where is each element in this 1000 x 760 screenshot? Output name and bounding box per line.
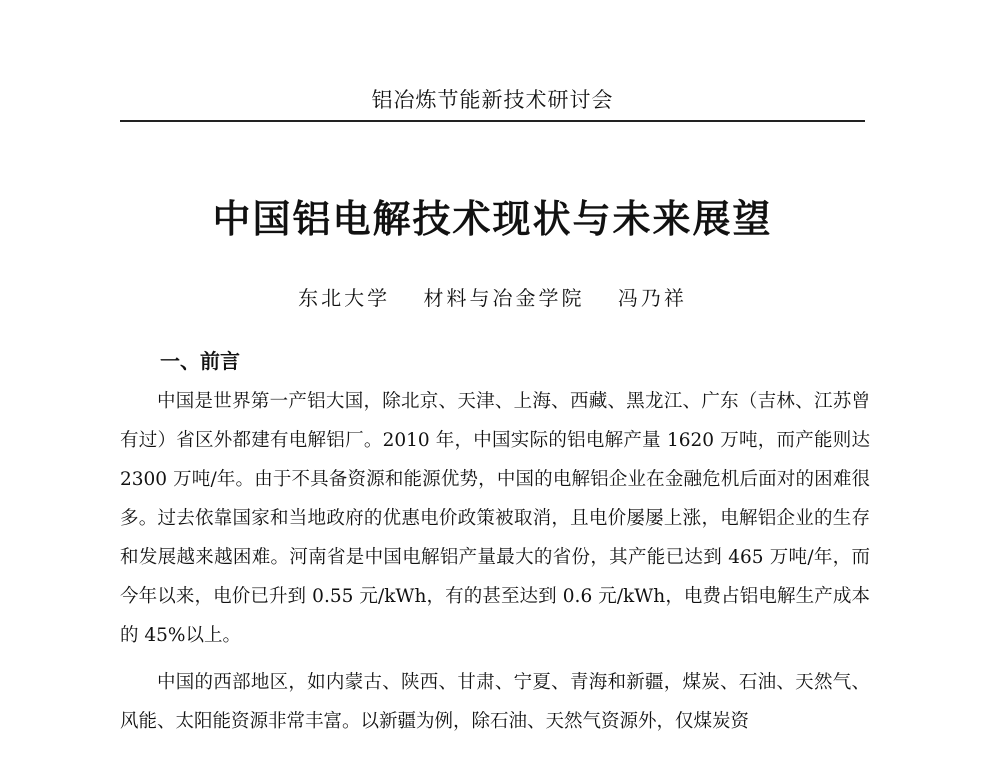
header-rule — [120, 120, 865, 122]
paragraph-2: 中国的西部地区，如内蒙古、陕西、甘肃、宁夏、青海和新疆，煤炭、石油、天然气、风能、太阳能资源非常丰富。以新疆为例，除石油、天然气资源外，仅煤炭资 — [120, 672, 870, 732]
section-heading: 一、前言 — [160, 349, 240, 373]
paragraph-1: 中国是世界第一产铝大国，除北京、天津、上海、西藏、黑龙江、广东（吉林、江苏曾有过）省区外都建有电解铝厂。2010 年，中国实际的铝电解产量 1620 万吨，而产能则达 2300 万吨/年。由于不具备资源和能源优势，中国的电解铝企业在金融危机后面对的困难很多。过去依靠国家和当地政府的优惠电价政策被取消，且电价屡屡上涨，电解铝企业的生存和发展越来越困难。河南省是中国电解铝产量最大的省份，其产能已达到 465 万吨/年，而今年以来，电价已升到 0.55 元/kWh，有的甚至达到 0.6 元/kWh，电费占铝电解生产成本的 45%以上。 — [120, 391, 870, 646]
author-university: 东北大学 — [298, 286, 391, 310]
running-header: 铝冶炼节能新技术研讨会 — [371, 88, 614, 112]
author-line — [120, 282, 865, 311]
author-name: 冯乃祥 — [617, 286, 687, 310]
author-department: 材料与冶金学院 — [423, 286, 585, 310]
paper-title: 中国铝电解技术现状与未来展望 — [212, 197, 773, 241]
body-text — [120, 382, 870, 749]
